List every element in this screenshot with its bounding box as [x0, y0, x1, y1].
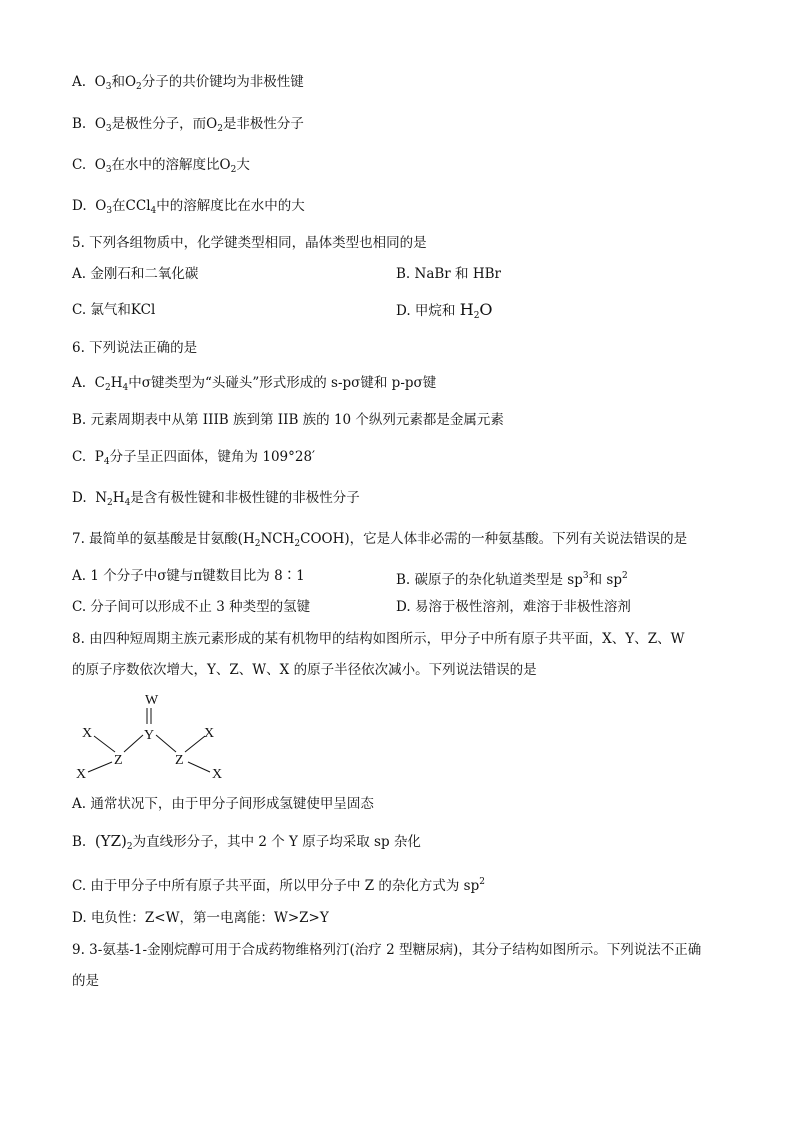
q7-option-d: D. 易溶于极性溶剂，难溶于非极性溶剂 [396, 599, 631, 615]
atom-x-upper-right: X [204, 726, 215, 741]
q4-option-b: B. $O_3$是极性分子，而$O_2$是非极性分子 [72, 116, 304, 134]
q6-option-b: B. 元素周期表中从第 IIIB 族到第 IIB 族的 10 个纵列元素都是金属元素 [72, 412, 504, 428]
q6-stem: 6. 下列说法正确的是 [72, 340, 198, 356]
q8-stem-line1: 8. 由四种短周期主族元素形成的某有机物甲的结构如图所示，甲分子中所有原子共平面，X、Y、Z、W [72, 631, 685, 647]
q6-option-d: D. $N_2H_4$是含有极性键和非极性键的非极性分子 [72, 490, 360, 508]
q5-option-c: C. 氯气和KCl [72, 302, 156, 318]
atom-y: Y [144, 728, 155, 743]
q5-option-a: A. 金刚石和二氧化碳 [72, 266, 199, 282]
bond-y-z-right [156, 735, 176, 752]
atom-x-lower-right: X [212, 767, 223, 782]
q8-stem-line2: 的原子序数依次增大，Y、Z、W、X 的原子半径依次减小。下列说法错误的是 [72, 662, 537, 678]
bond-z-x-lower-right [188, 762, 210, 772]
q4-option-d: D. $O_3$在CCl$_4$中的溶解度比在水中的大 [72, 198, 305, 216]
q8-option-b: B. $(YZ)_2$为直线形分子，其中 2 个 Y 原子均采取 sp 杂化 [72, 832, 421, 852]
q8-option-d: D. 电负性：Z<W，第一电离能：W>Z>Y [72, 910, 329, 926]
bond-x-z-upper-left [94, 736, 115, 752]
q4-option-a: A. $O_3$和$O_2$分子的共价键均为非极性键 [72, 74, 304, 92]
bond-z-x-upper-right [185, 736, 205, 752]
q7-option-b: B. 碳原子的杂化轨道类型是 $sp^3$和 $sp^2$ [396, 571, 628, 588]
bond-x-z-lower-left [88, 762, 112, 772]
bond-z-y-left [124, 735, 143, 752]
atom-z-left: Z [114, 753, 123, 768]
q5-option-d: D. 甲烷和 $H_2O$ [396, 300, 493, 321]
q6-option-c: C. $P_4$分子呈正四面体，键角为 109°28′ [72, 449, 316, 467]
atom-x-lower-left: X [76, 767, 87, 782]
q9-stem-line1: 9. 3-氨基-1-金刚烷醇可用于合成药物维格列汀(治疗 2 型糖尿病)，其分子结构如图所示。下列说法不正确 [72, 942, 702, 958]
q7-option-c: C. 分子间可以形成不止 3 种类型的氢键 [72, 599, 311, 615]
q9-stem-line2: 的是 [72, 973, 99, 989]
atom-z-right: Z [175, 753, 184, 768]
q4-option-c: C. $O_3$在水中的溶解度比$O_2$大 [72, 157, 250, 175]
q6-option-a: A. $C_2H_4$中σ键类型为“头碰头”形式形成的 s-pσ键和 p-pσ键 [72, 375, 437, 393]
q8-structure-diagram [70, 688, 240, 784]
q8-option-a: A. 通常状况下，由于甲分子间形成氢键使甲呈固态 [72, 796, 374, 812]
atom-w: W [145, 693, 159, 708]
atom-x-upper-left: X [82, 726, 93, 741]
q7-option-a: A. 1 个分子中σ键与π键数目比为 8∶1 [72, 568, 305, 584]
q7-stem: 7. 最简单的氨基酸是甘氨酸$(H_2NCH_2COOH)$，它是人体非必需的一种氨基酸。下列有关说法错误的是 [72, 531, 688, 549]
q5-stem: 5. 下列各组物质中，化学键类型相同，晶体类型也相同的是 [72, 235, 427, 251]
q8-option-c: C. 由于甲分子中所有原子共平面，所以甲分子中 Z 的杂化方式为 $sp^2$ [72, 877, 485, 894]
q5-option-b: B. NaBr 和 HBr [396, 266, 501, 282]
